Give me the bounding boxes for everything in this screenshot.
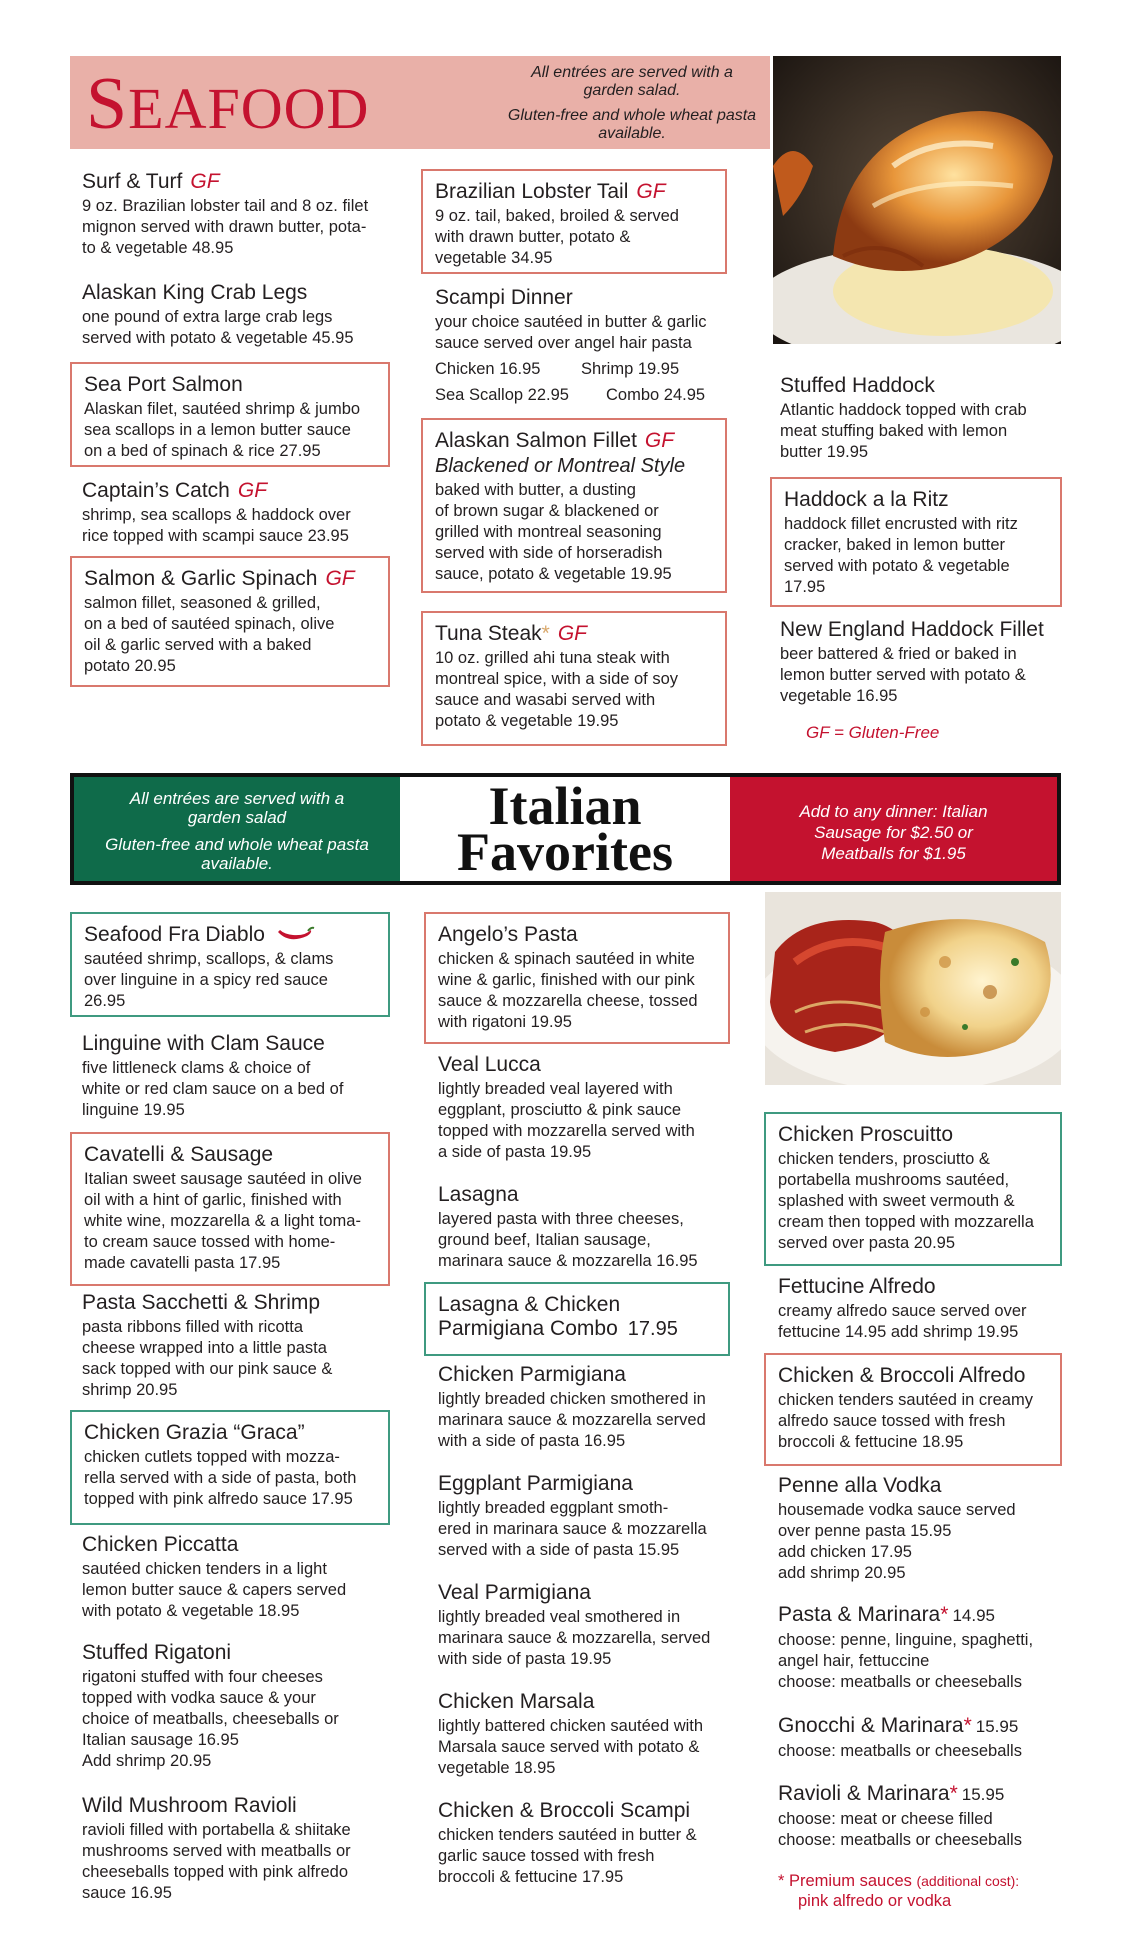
- item-name: Brazilian Lobster Tail: [435, 180, 629, 203]
- gluten-free-tag: GF: [644, 429, 675, 452]
- item-name: Fettucine Alfredo: [778, 1275, 936, 1298]
- item-name: Chicken & Broccoli Scampi: [438, 1799, 691, 1822]
- menu-item-chicken-broccoli-scampi: [438, 1799, 738, 1888]
- item-name: Lasagna: [438, 1183, 519, 1206]
- item-description: 9 oz. tail, baked, broiled & served with drawn butter, potato & vegetable 34.95: [435, 207, 679, 267]
- item-name: Scampi Dinner: [435, 286, 573, 309]
- item-name: Alaskan King Crab Legs: [82, 281, 308, 304]
- item-description: your choice sautéed in butter & garlic sauce served over angel hair pasta: [435, 313, 707, 352]
- item-name: Alaskan Salmon Fillet: [435, 429, 637, 452]
- seafood-note-glutenfree: Gluten-free and whole wheat pasta available.: [507, 107, 757, 142]
- menu-item-veal-lucca: [438, 1053, 738, 1163]
- menu-item-sea-port-salmon: [70, 362, 390, 467]
- item-description: sautéed shrimp, scallops, & clams over linguine in a spicy red sauce 26.95: [84, 950, 334, 1010]
- italian-header-right-note: [730, 777, 1057, 881]
- item-name: Stuffed Haddock: [780, 374, 935, 397]
- item-name: Wild Mushroom Ravioli: [82, 1794, 297, 1817]
- menu-item-lasagna: [438, 1183, 738, 1272]
- menu-item-angelos-pasta: [424, 912, 730, 1044]
- item-name: Pasta Sacchetti & Shrimp: [82, 1291, 321, 1314]
- item-description: Alaskan filet, sautéed shrimp & jumbo sea scallops in a lemon butter sauce on a bed of spinach & rice 27.95: [84, 400, 361, 460]
- item-description: chicken & spinach sautéed in white wine & garlic, finished with our pink sauce & mozzarella cheese, tossed with rigatoni 19.95: [438, 950, 698, 1031]
- item-description: chicken tenders, prosciutto & portabella mushrooms sautéed, splashed with sweet vermouth & cream then topped with mozzarella served over pasta 20.95: [778, 1150, 1034, 1252]
- item-name: Chicken & Broccoli Alfredo: [778, 1364, 1026, 1387]
- menu-item-chicken-marsala: [438, 1690, 738, 1779]
- item-name: Cavatelli & Sausage: [84, 1143, 274, 1166]
- menu-item-king-crab: [82, 281, 400, 349]
- item-name: Sea Port Salmon: [84, 373, 243, 396]
- item-description: five littleneck clams & choice of white or red clam sauce on a bed of linguine 19.95: [82, 1059, 344, 1119]
- item-description: chicken cutlets topped with mozza- rella served with a side of pasta, both topped with pink alfredo sauce 17.95: [84, 1448, 357, 1508]
- menu-item-chicken-parmigiana: [438, 1363, 738, 1452]
- item-name: Veal Parmigiana: [438, 1581, 591, 1604]
- italian-note-salad: All entrées are served with a garden salad: [129, 789, 345, 827]
- gluten-free-legend: GF = Gluten-Free: [806, 723, 940, 742]
- item-name: Chicken Marsala: [438, 1690, 595, 1713]
- item-name: Penne alla Vodka: [778, 1474, 942, 1497]
- gluten-free-tag: GF: [237, 479, 268, 502]
- premium-star: *: [949, 1782, 958, 1805]
- menu-item-lasagna-chicken-combo: [424, 1282, 730, 1356]
- item-price: 14.95: [952, 1606, 995, 1625]
- italian-note-add-ons: Add to any dinner: Italian Sausage for $2.50 or Meatballs for $1.95: [799, 802, 988, 863]
- menu-item-cavatelli-sausage: [70, 1132, 390, 1286]
- chili-pepper-icon: [275, 926, 315, 944]
- menu-item-new-england-haddock: [780, 618, 1065, 707]
- item-description: chicken tenders sautéed in creamy alfredo sauce tossed with fresh broccoli & fettucine 18.95: [778, 1391, 1033, 1451]
- item-description: choose: meatballs or cheeseballs: [778, 1742, 1022, 1760]
- seafood-title: [86, 62, 369, 151]
- menu-item-chicken-broccoli-alfredo: [764, 1353, 1062, 1466]
- item-style-subtitle: Blackened or Montreal Style: [435, 455, 686, 477]
- item-name: Chicken Parmigiana: [438, 1363, 626, 1386]
- item-name-line-1: Lasagna & Chicken: [438, 1293, 621, 1316]
- item-description: chicken tenders sautéed in butter & garlic sauce tossed with fresh broccoli & fettucine 17.95: [438, 1826, 697, 1886]
- italian-header-left-note: [74, 777, 400, 881]
- item-description: lightly breaded veal layered with eggplant, prosciutto & pink sauce topped with mozzarella served with a side of pasta 19.95: [438, 1080, 695, 1161]
- seafood-header-note: [505, 64, 759, 150]
- menu-item-gnocchi-marinara: [778, 1714, 1068, 1762]
- lobster-tail-photo: [773, 56, 1061, 344]
- item-price: 15.95: [975, 1717, 1019, 1736]
- item-name: Pasta & Marinara: [778, 1603, 941, 1626]
- menu-item-seafood-fra-diablo: [70, 912, 390, 1017]
- item-description: 9 oz. Brazilian lobster tail and 8 oz. filet mignon served with drawn butter, pota- to & vegetable 48.95: [82, 197, 369, 257]
- item-description: 10 oz. grilled ahi tuna steak with montreal spice, with a side of soy sauce and wasabi served with potato & vegetable 19.95: [435, 649, 679, 730]
- menu-item-fettucine-alfredo: [778, 1275, 1068, 1343]
- item-name: Ravioli & Marinara: [778, 1782, 950, 1805]
- italian-title-line-2: Favorites: [457, 822, 673, 882]
- menu-item-stuffed-rigatoni: [82, 1641, 400, 1772]
- item-description: rigatoni stuffed with four cheeses topped with vodka sauce & your choice of meatballs, cheeseballs or Italian sausage 16.95 Add shrimp 20.95: [82, 1668, 339, 1770]
- item-name: Salmon & Garlic Spinach: [84, 567, 318, 590]
- item-description: lightly breaded chicken smothered in marinara sauce & mozzarella served with a side of pasta 16.95: [438, 1390, 706, 1450]
- item-name: Captain’s Catch: [82, 479, 230, 502]
- item-description: lightly breaded eggplant smoth- ered in marinara sauce & mozzarella served with a side of pasta 15.95: [438, 1499, 707, 1559]
- premium-sauces-footnote: [778, 1871, 1068, 1911]
- item-name: Chicken Grazia “Graca”: [84, 1421, 305, 1444]
- scampi-option-sea-scallop: Sea Scallop 22.95: [435, 386, 569, 404]
- premium-star: *: [541, 622, 550, 645]
- item-description: choose: penne, linguine, spaghetti, angel hair, fettuccine choose: meatballs or cheeseballs: [778, 1631, 1034, 1691]
- item-description: creamy alfredo sauce served over fettucine 14.95 add shrimp 19.95: [778, 1302, 1027, 1341]
- italian-title-line-1: Italian: [488, 776, 642, 836]
- item-description: housemade vodka sauce served over penne pasta 15.95 add chicken 17.95 add shrimp 20.95: [778, 1501, 1016, 1582]
- item-description: beer battered & fried or baked in lemon butter served with potato & vegetable 16.95: [780, 645, 1026, 705]
- item-description: one pound of extra large crab legs served with potato & vegetable 45.95: [82, 308, 354, 347]
- item-name: Stuffed Rigatoni: [82, 1641, 232, 1664]
- item-description: Atlantic haddock topped with crab meat stuffing baked with lemon butter 19.95: [780, 401, 1027, 461]
- scampi-option-shrimp: Shrimp 19.95: [581, 360, 680, 378]
- menu-item-pasta-marinara: [778, 1603, 1068, 1693]
- menu-item-chicken-proscuitto: [764, 1112, 1062, 1266]
- menu-item-surf-turf: [82, 170, 400, 259]
- scampi-option-chicken: Chicken 16.95: [435, 360, 541, 378]
- gluten-free-tag: GF: [636, 180, 666, 203]
- item-name: Chicken Piccatta: [82, 1533, 239, 1556]
- menu-item-chicken-grazia: [70, 1410, 390, 1525]
- parmigiana-photo: [765, 892, 1061, 1085]
- menu-item-penne-alla-vodka: [778, 1474, 1068, 1584]
- italian-header-band: [70, 773, 1061, 885]
- item-description: sautéed chicken tenders in a light lemon butter sauce & capers served with potato & vegetable 18.95: [82, 1560, 347, 1620]
- footnote-label: * Premium sauces: [778, 1872, 912, 1890]
- item-name: Eggplant Parmigiana: [438, 1472, 633, 1495]
- menu-item-wild-mushroom-ravioli: [82, 1794, 400, 1904]
- item-name: Chicken Proscuitto: [778, 1123, 954, 1146]
- menu-item-eggplant-parmigiana: [438, 1472, 738, 1561]
- gluten-free-tag: GF: [190, 170, 220, 193]
- menu-item-ravioli-marinara: [778, 1782, 1068, 1851]
- item-description: salmon fillet, seasoned & grilled, on a bed of sautéed spinach, olive oil & garlic served with a baked potato 20.95: [84, 594, 335, 675]
- item-description: baked with butter, a dusting of brown sugar & blackened or grilled with montreal seasoning served with side of horseradish sauce, potato & vegetable 19.95: [435, 481, 672, 583]
- item-name: Tuna Steak: [435, 622, 542, 645]
- footnote-cost-note: (additional cost):: [916, 1873, 1020, 1889]
- premium-star: *: [963, 1714, 972, 1737]
- menu-item-captains-catch: [82, 479, 400, 547]
- gluten-free-tag: GF: [557, 622, 587, 645]
- footnote-sauces: pink alfredo or vodka: [798, 1892, 952, 1910]
- item-description: choose: meat or cheese filled choose: meatballs or cheeseballs: [778, 1810, 1022, 1849]
- item-name: Seafood Fra Diablo: [84, 923, 265, 946]
- item-name: Veal Lucca: [438, 1053, 541, 1076]
- menu-item-alaskan-salmon-fillet: [421, 418, 727, 593]
- item-description: layered pasta with three cheeses, ground beef, Italian sausage, marinara sauce & mozzarella 16.95: [438, 1210, 698, 1270]
- menu-item-linguine-clam-sauce: [82, 1032, 400, 1121]
- menu-item-pasta-sacchetti-shrimp: [82, 1291, 400, 1401]
- menu-item-scampi-dinner: [435, 286, 735, 406]
- item-description: pasta ribbons filled with ricotta cheese wrapped into a little pasta sack topped with our pink sauce & shrimp 20.95: [82, 1318, 333, 1399]
- menu-item-brazilian-lobster-tail: [421, 169, 727, 274]
- item-description: ravioli filled with portabella & shiitake mushrooms served with meatballs or cheeseballs topped with pink alfredo sauce 16.95: [82, 1821, 351, 1902]
- item-name: Linguine with Clam Sauce: [82, 1032, 325, 1055]
- item-name: New England Haddock Fillet: [780, 618, 1044, 641]
- premium-star: *: [940, 1603, 949, 1626]
- menu-item-tuna-steak: [421, 611, 727, 746]
- seafood-title-rest: EAFOOD: [128, 76, 370, 141]
- item-price: 17.95: [627, 1318, 678, 1340]
- italian-note-glutenfree: Gluten-free and whole wheat pasta available.: [105, 835, 369, 873]
- menu-item-veal-parmigiana: [438, 1581, 738, 1670]
- item-name: Angelo’s Pasta: [438, 923, 578, 946]
- menu-item-salmon-garlic-spinach: [70, 556, 390, 687]
- item-description: Italian sweet sausage sautéed in olive oil with a hint of garlic, finished with white wine, mozzarella & a light toma- to cream sauce tossed with home- made cavatelli pasta 17.95: [84, 1170, 362, 1272]
- menu-item-stuffed-haddock: [780, 374, 1065, 463]
- italian-title: [400, 777, 730, 881]
- item-description: lightly battered chicken sautéed with Marsala sauce served with potato & vegetable 18.95: [438, 1717, 704, 1777]
- seafood-title-initial: S: [86, 63, 129, 145]
- gluten-free-tag: GF: [325, 567, 355, 590]
- item-name: Haddock a la Ritz: [784, 488, 949, 511]
- item-name-line-2: Parmigiana Combo: [438, 1317, 618, 1340]
- menu-item-chicken-piccatta: [82, 1533, 400, 1622]
- menu-item-haddock-a-la-ritz: [770, 477, 1062, 607]
- item-price: 15.95: [961, 1785, 1005, 1804]
- item-description: lightly breaded veal smothered in marinara sauce & mozzarella, served with side of pasta 19.95: [438, 1608, 711, 1668]
- seafood-note-salad: All entrées are served with a garden salad.: [531, 64, 733, 99]
- item-name: Gnocchi & Marinara: [778, 1714, 964, 1737]
- item-name: Surf & Turf: [82, 170, 183, 193]
- item-description: shrimp, sea scallops & haddock over rice topped with scampi sauce 23.95: [82, 506, 351, 545]
- item-description: haddock fillet encrusted with ritz cracker, baked in lemon butter served with potato & vegetable 17.95: [784, 515, 1018, 596]
- scampi-option-combo: Combo 24.95: [606, 386, 706, 404]
